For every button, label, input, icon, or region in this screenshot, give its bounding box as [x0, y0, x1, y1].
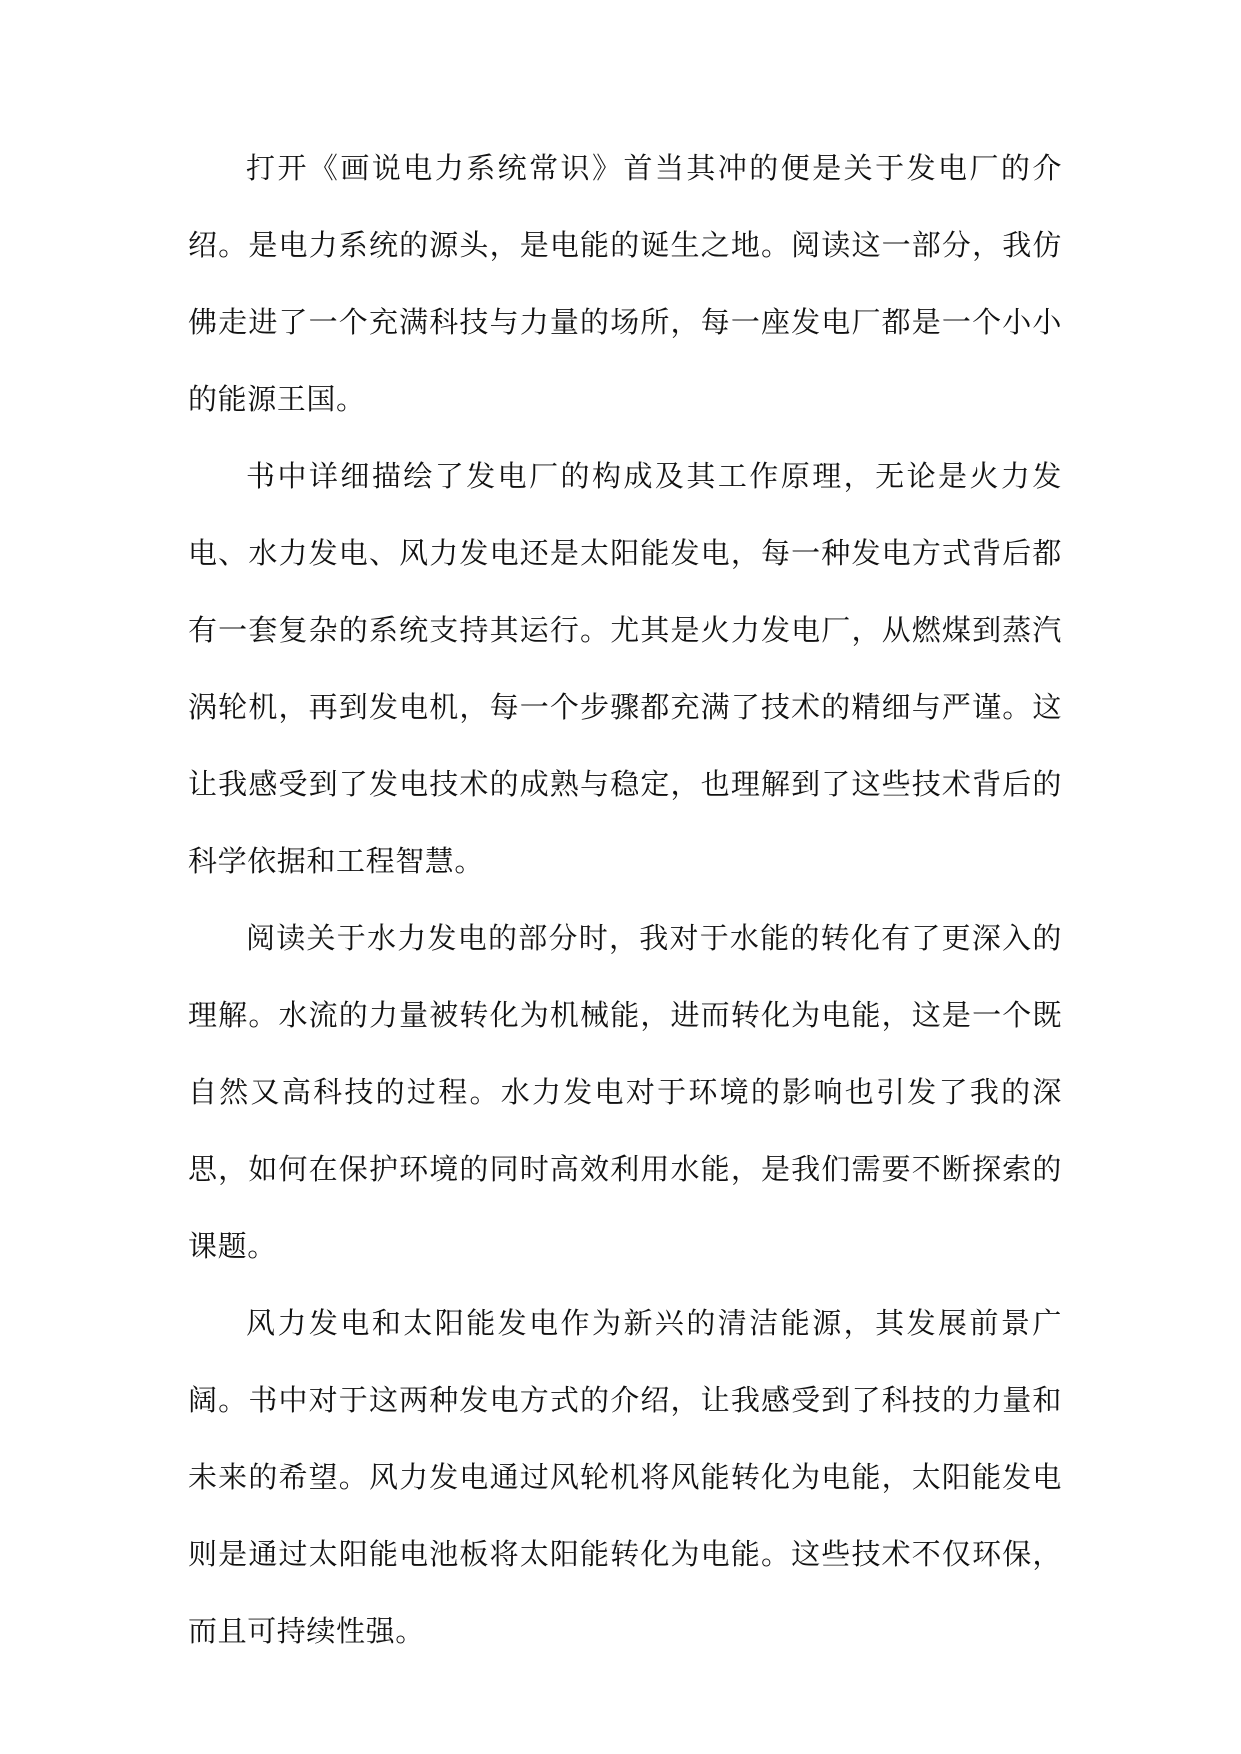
- paragraph-power-plant-intro: 打开《画说电力系统常识》首当其冲的便是关于发电厂的介绍。是电力系统的源头，是电能的诞生之地。阅读这一部分，我仿佛走进了一个充满科技与力量的场所，每一座发电厂都是一个小小的能源王国。: [188, 151, 1062, 416]
- paragraph-wind-solar: 风力发电和太阳能发电作为新兴的清洁能源，其发展前景广阔。书中对于这两种发电方式的介绍，让我感受到了科技的力量和未来的希望。风力发电通过风轮机将风能转化为电能，太阳能发电则是通过太阳能电池板将太阳能转化为电能。这些技术不仅环保，而且可持续性强。: [188, 1306, 1062, 1648]
- paragraph-hydropower: 阅读关于水力发电的部分时，我对于水能的转化有了更深入的理解。水流的力量被转化为机械能，进而转化为电能，这是一个既自然又高科技的过程。水力发电对于环境的影响也引发了我的深思，如何在保护环境的同时高效利用水能，是我们需要不断探索的课题。: [188, 921, 1062, 1263]
- document-body: [188, 130, 1062, 1670]
- paragraph-plant-structure: 书中详细描绘了发电厂的构成及其工作原理，无论是火力发电、水力发电、风力发电还是太阳能发电，每一种发电方式背后都有一套复杂的系统支持其运行。尤其是火力发电厂，从燃煤到蒸汽涡轮机，再到发电机，每一个步骤都充满了技术的精细与严谨。这让我感受到了发电技术的成熟与稳定，也理解到了这些技术背后的科学依据和工程智慧。: [188, 459, 1062, 878]
